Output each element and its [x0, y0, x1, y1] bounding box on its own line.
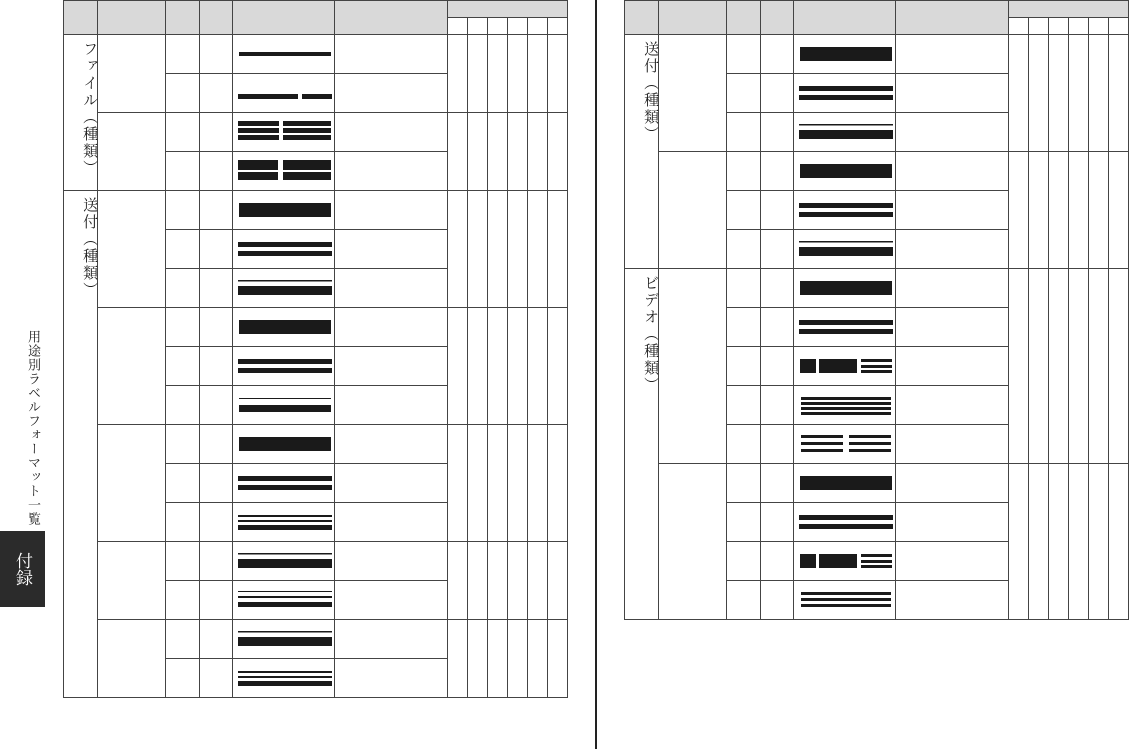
compat-cell — [547, 308, 567, 425]
code-cell — [166, 347, 200, 386]
description-cell — [335, 542, 447, 581]
compat-cell — [487, 542, 507, 620]
compat-cell — [1068, 35, 1088, 152]
compat-cell — [467, 308, 487, 425]
label-style-thin-over-thick — [236, 620, 332, 658]
description-cell — [896, 542, 1008, 581]
label-preview-cell — [233, 191, 335, 230]
table-row — [625, 464, 1129, 503]
description-cell — [335, 581, 447, 620]
appendix-tab[interactable]: 付録 — [0, 531, 45, 607]
size-cell — [200, 464, 233, 503]
size-cell — [200, 542, 233, 581]
compat-cell — [507, 113, 527, 191]
label-preview-cell — [233, 113, 335, 152]
header-group-cell — [447, 1, 567, 18]
compat-cell — [527, 425, 547, 542]
header-group-cell — [1008, 1, 1128, 18]
header-cell — [625, 1, 659, 35]
code-cell — [727, 386, 761, 425]
table-row — [64, 425, 568, 464]
compat-cell — [547, 113, 567, 191]
compat-cell — [487, 191, 507, 308]
subgroup-cell — [659, 269, 727, 464]
compat-cell — [467, 620, 487, 698]
description-cell — [335, 659, 447, 698]
label-preview-cell — [794, 542, 896, 581]
compat-cell — [1108, 269, 1128, 464]
size-cell — [200, 308, 233, 347]
description-cell — [896, 35, 1008, 74]
table-row — [64, 191, 568, 230]
table-row — [64, 308, 568, 347]
code-cell — [727, 35, 761, 74]
size-cell — [761, 74, 794, 113]
header-cell — [659, 1, 727, 35]
label-preview-cell — [794, 347, 896, 386]
compat-cell — [527, 542, 547, 620]
code-cell — [166, 659, 200, 698]
label-style-block-bar-lines — [797, 347, 893, 385]
compat-cell — [447, 620, 467, 698]
compat-cell — [507, 191, 527, 308]
description-cell — [896, 308, 1008, 347]
description-cell — [335, 503, 447, 542]
compat-cell — [547, 191, 567, 308]
size-cell — [200, 659, 233, 698]
code-cell — [166, 152, 200, 191]
code-cell — [727, 542, 761, 581]
compat-cell — [1088, 464, 1108, 620]
label-style-thin-single — [236, 35, 332, 73]
compat-cell — [547, 542, 567, 620]
compat-cell — [487, 425, 507, 542]
code-cell — [166, 74, 200, 113]
description-cell — [335, 620, 447, 659]
label-style-split-single — [236, 74, 332, 112]
compat-cell — [447, 542, 467, 620]
compat-cell — [1008, 269, 1028, 464]
compat-cell — [487, 113, 507, 191]
label-preview-cell — [794, 74, 896, 113]
description-cell — [335, 269, 447, 308]
compat-cell — [487, 308, 507, 425]
compat-cell — [447, 191, 467, 308]
compat-cell — [507, 542, 527, 620]
label-style-thick-block — [236, 425, 332, 463]
label-preview-cell — [794, 503, 896, 542]
label-style-grid-thin — [236, 113, 332, 151]
code-cell — [166, 503, 200, 542]
label-preview-cell — [794, 152, 896, 191]
size-cell — [200, 581, 233, 620]
label-preview-cell — [233, 74, 335, 113]
code-cell — [727, 308, 761, 347]
compat-cell — [447, 35, 467, 113]
compat-cell — [1008, 152, 1028, 269]
subgroup-cell — [98, 308, 166, 425]
label-style-split-triple — [797, 425, 893, 463]
label-preview-cell — [794, 464, 896, 503]
code-cell — [166, 35, 200, 74]
table-row — [64, 620, 568, 659]
label-style-double-medium — [236, 464, 332, 502]
compat-cell — [1028, 269, 1048, 464]
header-cell — [896, 1, 1008, 35]
header-cell — [166, 1, 200, 35]
compat-cell — [1028, 464, 1048, 620]
code-cell — [727, 464, 761, 503]
size-cell — [200, 269, 233, 308]
label-style-thin-over-thick — [797, 113, 893, 151]
description-cell — [896, 230, 1008, 269]
category-label: 送付（種類） — [64, 191, 98, 698]
label-preview-cell — [794, 308, 896, 347]
label-style-grid-thick — [236, 152, 332, 190]
size-cell — [761, 464, 794, 503]
description-cell — [896, 74, 1008, 113]
description-cell — [896, 152, 1008, 191]
header-cell — [727, 1, 761, 35]
subgroup-cell — [659, 152, 727, 269]
compat-cell — [1108, 35, 1128, 152]
description-cell — [896, 269, 1008, 308]
compat-cell — [547, 620, 567, 698]
size-cell — [200, 230, 233, 269]
description-cell — [896, 347, 1008, 386]
label-style-thick-block — [797, 152, 893, 190]
header-subcell — [467, 18, 487, 35]
code-cell — [166, 269, 200, 308]
label-style-thick-block — [797, 35, 893, 73]
size-cell — [200, 503, 233, 542]
label-style-thick-block — [797, 269, 893, 307]
header-cell — [200, 1, 233, 35]
size-cell — [761, 581, 794, 620]
header-cell — [64, 1, 98, 35]
compat-cell — [507, 308, 527, 425]
code-cell — [727, 152, 761, 191]
code-cell — [166, 113, 200, 152]
compat-cell — [507, 35, 527, 113]
label-preview-cell — [233, 230, 335, 269]
description-cell — [896, 581, 1008, 620]
size-cell — [200, 347, 233, 386]
label-style-double-medium — [797, 191, 893, 229]
code-cell — [727, 503, 761, 542]
table-row — [625, 269, 1129, 308]
table-row — [625, 152, 1129, 191]
description-cell — [896, 464, 1008, 503]
description-cell — [335, 191, 447, 230]
subgroup-cell — [98, 35, 166, 113]
compat-cell — [1068, 464, 1088, 620]
code-cell — [166, 386, 200, 425]
compat-cell — [527, 35, 547, 113]
compat-cell — [507, 425, 527, 542]
code-cell — [727, 347, 761, 386]
header-subcell — [1048, 18, 1068, 35]
compat-cell — [467, 191, 487, 308]
compat-cell — [527, 620, 547, 698]
label-preview-cell — [794, 35, 896, 74]
code-cell — [727, 581, 761, 620]
code-cell — [166, 425, 200, 464]
label-preview-cell — [233, 152, 335, 191]
compat-cell — [1108, 152, 1128, 269]
label-preview-cell — [233, 347, 335, 386]
subgroup-cell — [659, 464, 727, 620]
description-cell — [335, 113, 447, 152]
size-cell — [761, 191, 794, 230]
description-cell — [896, 503, 1008, 542]
header-subcell — [547, 18, 567, 35]
code-cell — [166, 620, 200, 659]
label-style-thin-over-medium — [236, 386, 332, 424]
code-cell — [727, 425, 761, 464]
code-cell — [727, 74, 761, 113]
appendix-side-label: 用途別ラベルフォーマット一覧 — [25, 330, 40, 526]
description-cell — [335, 464, 447, 503]
code-cell — [727, 113, 761, 152]
label-preview-cell — [233, 425, 335, 464]
compat-cell — [1068, 269, 1088, 464]
header-subcell — [1068, 18, 1088, 35]
size-cell — [761, 386, 794, 425]
label-style-double-medium — [797, 503, 893, 541]
label-style-block-bar-lines — [797, 542, 893, 580]
subgroup-cell — [98, 542, 166, 620]
code-cell — [166, 191, 200, 230]
code-cell — [727, 269, 761, 308]
header-cell — [761, 1, 794, 35]
header-subcell — [1088, 18, 1108, 35]
header-subcell — [487, 18, 507, 35]
code-cell — [166, 308, 200, 347]
compat-cell — [447, 113, 467, 191]
header-subcell — [527, 18, 547, 35]
header-cell — [98, 1, 166, 35]
description-cell — [335, 74, 447, 113]
compat-cell — [507, 620, 527, 698]
label-style-thick-block — [797, 464, 893, 502]
label-style-double-medium — [797, 74, 893, 112]
label-preview-cell — [233, 35, 335, 74]
subgroup-cell — [98, 425, 166, 542]
right-label-table — [624, 0, 1129, 620]
header-subcell — [1008, 18, 1028, 35]
compat-cell — [527, 191, 547, 308]
category-label: ファイル（種類） — [64, 35, 98, 191]
description-cell — [335, 347, 447, 386]
compat-cell — [547, 425, 567, 542]
page-spine — [595, 0, 597, 749]
compat-cell — [467, 542, 487, 620]
compat-cell — [447, 425, 467, 542]
label-preview-cell — [794, 581, 896, 620]
compat-cell — [1008, 464, 1028, 620]
compat-cell — [1028, 152, 1048, 269]
label-preview-cell — [794, 191, 896, 230]
category-label: 送付（種類） — [625, 35, 659, 269]
compat-cell — [527, 308, 547, 425]
label-preview-cell — [233, 464, 335, 503]
subgroup-cell — [98, 191, 166, 308]
label-style-triple-thin — [236, 503, 332, 541]
compat-cell — [467, 35, 487, 113]
compat-cell — [1108, 464, 1128, 620]
size-cell — [761, 503, 794, 542]
label-preview-cell — [233, 308, 335, 347]
compat-cell — [467, 113, 487, 191]
label-style-thick-block — [236, 308, 332, 346]
label-preview-cell — [794, 269, 896, 308]
category-label: ビデオ（種類） — [625, 269, 659, 620]
label-style-double-medium — [236, 347, 332, 385]
label-style-quad-lines — [797, 386, 893, 424]
compat-cell — [1048, 152, 1068, 269]
label-style-double-medium — [236, 230, 332, 268]
description-cell — [335, 386, 447, 425]
size-cell — [761, 230, 794, 269]
label-preview-cell — [233, 269, 335, 308]
label-preview-cell — [794, 113, 896, 152]
label-style-double-medium — [797, 308, 893, 346]
header-subcell — [507, 18, 527, 35]
header-subcell — [447, 18, 467, 35]
size-cell — [200, 74, 233, 113]
compat-cell — [1048, 35, 1068, 152]
description-cell — [335, 35, 447, 74]
description-cell — [896, 425, 1008, 464]
description-cell — [335, 152, 447, 191]
compat-cell — [487, 35, 507, 113]
label-style-thin-over-double — [236, 581, 332, 619]
size-cell — [200, 35, 233, 74]
subgroup-cell — [98, 620, 166, 698]
label-preview-cell — [794, 230, 896, 269]
compat-cell — [1048, 464, 1068, 620]
size-cell — [761, 542, 794, 581]
compat-cell — [1028, 35, 1048, 152]
subgroup-cell — [659, 35, 727, 152]
header-cell — [233, 1, 335, 35]
compat-cell — [467, 425, 487, 542]
subgroup-cell — [98, 113, 166, 191]
size-cell — [761, 269, 794, 308]
header-subcell — [1028, 18, 1048, 35]
size-cell — [761, 152, 794, 191]
size-cell — [200, 620, 233, 659]
label-style-thick-block — [236, 191, 332, 229]
label-style-triple-lines — [797, 581, 893, 619]
size-cell — [200, 113, 233, 152]
table-row — [64, 113, 568, 152]
description-cell — [896, 113, 1008, 152]
size-cell — [761, 425, 794, 464]
compat-cell — [1068, 152, 1088, 269]
label-preview-cell — [233, 659, 335, 698]
code-cell — [727, 230, 761, 269]
table-row — [625, 35, 1129, 74]
description-cell — [335, 308, 447, 347]
code-cell — [166, 542, 200, 581]
description-cell — [896, 386, 1008, 425]
size-cell — [761, 308, 794, 347]
compat-cell — [1008, 35, 1028, 152]
size-cell — [200, 386, 233, 425]
compat-cell — [1088, 152, 1108, 269]
code-cell — [166, 230, 200, 269]
size-cell — [761, 113, 794, 152]
size-cell — [200, 425, 233, 464]
label-preview-cell — [233, 386, 335, 425]
size-cell — [761, 35, 794, 74]
size-cell — [761, 347, 794, 386]
left-label-table — [63, 0, 568, 698]
label-preview-cell — [233, 620, 335, 659]
code-cell — [166, 581, 200, 620]
compat-cell — [1048, 269, 1068, 464]
label-style-thin-over-thick — [236, 269, 332, 307]
label-preview-cell — [233, 581, 335, 620]
size-cell — [200, 152, 233, 191]
size-cell — [200, 191, 233, 230]
description-cell — [896, 191, 1008, 230]
compat-cell — [1088, 35, 1108, 152]
description-cell — [335, 230, 447, 269]
label-preview-cell — [233, 542, 335, 581]
code-cell — [166, 464, 200, 503]
label-preview-cell — [794, 425, 896, 464]
compat-cell — [527, 113, 547, 191]
label-style-triple-thin — [236, 659, 332, 697]
table-row — [64, 542, 568, 581]
header-cell — [335, 1, 447, 35]
compat-cell — [447, 308, 467, 425]
label-style-thin-over-thick — [797, 230, 893, 268]
table-row — [64, 35, 568, 74]
label-preview-cell — [233, 503, 335, 542]
compat-cell — [547, 35, 567, 113]
label-preview-cell — [794, 386, 896, 425]
header-cell — [794, 1, 896, 35]
description-cell — [335, 425, 447, 464]
header-subcell — [1108, 18, 1128, 35]
compat-cell — [1088, 269, 1108, 464]
label-style-thin-over-thick — [236, 542, 332, 580]
code-cell — [727, 191, 761, 230]
compat-cell — [487, 620, 507, 698]
